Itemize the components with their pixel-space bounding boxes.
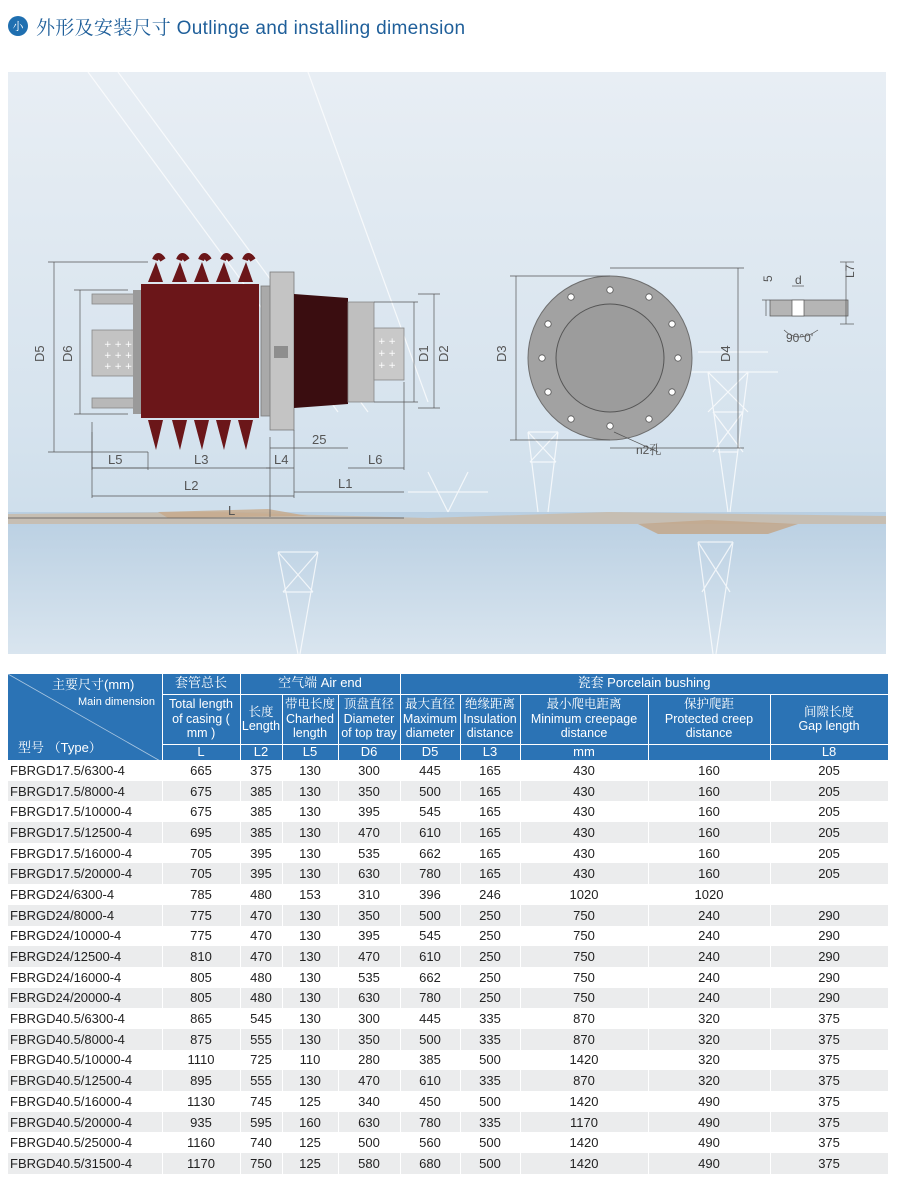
type-cell: FBRGD24/10000-4 <box>8 926 162 947</box>
value-cell: 895 <box>162 1070 240 1091</box>
value-cell: 130 <box>282 1029 338 1050</box>
value-cell: 1420 <box>520 1132 648 1153</box>
value-cell: 745 <box>240 1091 282 1112</box>
value-cell: 375 <box>770 1132 888 1153</box>
value-cell: 500 <box>400 905 460 926</box>
value-cell: 125 <box>282 1153 338 1174</box>
section-title: 外形及安装尺寸 Outlinge and installing dimension <box>36 17 466 39</box>
value-cell: 875 <box>162 1029 240 1050</box>
value-cell: 430 <box>520 781 648 802</box>
value-cell: 480 <box>240 884 282 905</box>
value-cell: 335 <box>460 1029 520 1050</box>
type-cell: FBRGD40.5/25000-4 <box>8 1132 162 1153</box>
value-cell: 375 <box>240 760 282 781</box>
value-cell: 555 <box>240 1070 282 1091</box>
label-d6: D6 <box>60 345 75 362</box>
section-badge-icon: 小 <box>8 16 28 36</box>
value-cell: 153 <box>282 884 338 905</box>
value-cell: 662 <box>400 967 460 988</box>
value-cell: 680 <box>400 1153 460 1174</box>
value-cell: 665 <box>162 760 240 781</box>
column-header-zh: 保护爬距 <box>684 697 735 712</box>
column-header-en: Diameter of top tray <box>341 711 397 741</box>
table-row <box>8 843 888 864</box>
column-header-en: Length <box>241 719 281 733</box>
table-row <box>8 781 888 802</box>
value-cell: 395 <box>240 843 282 864</box>
value-cell: 165 <box>460 781 520 802</box>
value-cell: 205 <box>770 781 888 802</box>
column-unit: D6 <box>338 744 400 760</box>
type-cell: FBRGD17.5/12500-4 <box>8 822 162 843</box>
value-cell: 320 <box>648 1008 770 1029</box>
column-header-zh: 长度 <box>248 704 274 719</box>
value-cell: 160 <box>648 781 770 802</box>
value-cell: 160 <box>648 863 770 884</box>
corner-title-en: Main dimension <box>78 696 156 708</box>
value-cell: 375 <box>770 1050 888 1071</box>
value-cell: 130 <box>282 781 338 802</box>
value-cell: 385 <box>400 1050 460 1071</box>
value-cell: 450 <box>400 1091 460 1112</box>
value-cell: 125 <box>282 1132 338 1153</box>
label-detail-5: 5 <box>761 275 775 282</box>
column-header-en: Gap length <box>798 719 860 733</box>
value-cell: 870 <box>520 1008 648 1029</box>
column-header <box>648 694 770 744</box>
column-unit: L3 <box>460 744 520 760</box>
label-l6: L6 <box>368 452 383 467</box>
section-heading <box>8 12 465 40</box>
header-porcelain: 瓷套 Porcelain bushing <box>400 674 888 694</box>
value-cell: 1420 <box>520 1050 648 1071</box>
label-detail-d: d <box>795 273 802 287</box>
table-row <box>8 822 888 843</box>
value-cell: 130 <box>282 843 338 864</box>
column-header <box>460 694 520 744</box>
type-cell: FBRGD40.5/6300-4 <box>8 1008 162 1029</box>
value-cell: 470 <box>338 946 400 967</box>
table-row <box>8 801 888 822</box>
value-cell: 385 <box>240 781 282 802</box>
table-row <box>8 988 888 1009</box>
svg-text:+ + +: + + + <box>104 362 133 372</box>
value-cell: 480 <box>240 967 282 988</box>
column-header <box>162 694 240 744</box>
value-cell: 160 <box>282 1112 338 1133</box>
value-cell: 320 <box>648 1070 770 1091</box>
column-header-zh: 顶盘直径 <box>344 697 395 712</box>
type-cell: FBRGD40.5/16000-4 <box>8 1091 162 1112</box>
label-detail-angle: 90°0' <box>786 331 814 345</box>
value-cell: 555 <box>240 1029 282 1050</box>
value-cell: 395 <box>338 926 400 947</box>
table-row <box>8 760 888 781</box>
value-cell: 250 <box>460 926 520 947</box>
value-cell: 545 <box>400 926 460 947</box>
value-cell: 240 <box>648 967 770 988</box>
value-cell: 675 <box>162 781 240 802</box>
value-cell: 935 <box>162 1112 240 1133</box>
column-header <box>770 694 888 744</box>
label-l3: L3 <box>194 452 209 467</box>
value-cell: 205 <box>770 822 888 843</box>
table-row <box>8 1050 888 1071</box>
type-cell: FBRGD24/8000-4 <box>8 905 162 926</box>
table-row <box>8 926 888 947</box>
label-n2: n2孔 <box>636 443 662 457</box>
flange-front-view <box>528 276 692 440</box>
value-cell: 500 <box>400 781 460 802</box>
value-cell: 775 <box>162 905 240 926</box>
table-row <box>8 1008 888 1029</box>
type-cell: FBRGD17.5/10000-4 <box>8 801 162 822</box>
value-cell: 785 <box>162 884 240 905</box>
column-header <box>520 694 648 744</box>
type-cell: FBRGD40.5/8000-4 <box>8 1029 162 1050</box>
value-cell: 250 <box>460 988 520 1009</box>
table-row <box>8 863 888 884</box>
value-cell: 280 <box>338 1050 400 1071</box>
value-cell: 1130 <box>162 1091 240 1112</box>
value-cell: 805 <box>162 967 240 988</box>
value-cell: 445 <box>400 1008 460 1029</box>
table-row <box>8 905 888 926</box>
value-cell: 130 <box>282 822 338 843</box>
value-cell: 300 <box>338 760 400 781</box>
value-cell: 395 <box>338 801 400 822</box>
label-d5: D5 <box>32 345 47 362</box>
value-cell: 130 <box>282 946 338 967</box>
value-cell: 470 <box>338 822 400 843</box>
svg-text:+ + +: + + + <box>104 351 133 361</box>
value-cell: 1160 <box>162 1132 240 1153</box>
value-cell <box>770 884 888 905</box>
header-casing-zh: 套管总长 <box>162 674 240 694</box>
value-cell: 705 <box>162 843 240 864</box>
dimension-table-wrapper <box>8 674 888 1174</box>
table-row <box>8 884 888 905</box>
value-cell: 750 <box>520 926 648 947</box>
value-cell: 500 <box>460 1091 520 1112</box>
column-header-en: Insulation distance <box>463 711 517 741</box>
value-cell: 490 <box>648 1153 770 1174</box>
column-unit <box>648 744 770 760</box>
value-cell: 1110 <box>162 1050 240 1071</box>
corner-title-zh: 主要尺寸(mm) <box>52 677 135 692</box>
value-cell: 430 <box>520 843 648 864</box>
value-cell: 535 <box>338 967 400 988</box>
value-cell: 375 <box>770 1070 888 1091</box>
svg-text:+ + +: + + + <box>104 340 133 350</box>
value-cell: 740 <box>240 1132 282 1153</box>
label-l4: L4 <box>274 452 289 467</box>
value-cell: 675 <box>162 801 240 822</box>
label-d4: D4 <box>718 345 733 362</box>
table-row <box>8 1112 888 1133</box>
corner-type-label: 型号 （Type） <box>18 739 102 755</box>
value-cell: 500 <box>400 1029 460 1050</box>
value-cell: 240 <box>648 946 770 967</box>
label-l: L <box>228 503 236 518</box>
column-header-en: Charhed length <box>286 711 334 741</box>
value-cell: 250 <box>460 967 520 988</box>
value-cell: 490 <box>648 1112 770 1133</box>
column-header-zh: 带电长度 <box>284 697 335 712</box>
value-cell: 610 <box>400 1070 460 1091</box>
table-row <box>8 1153 888 1174</box>
type-cell: FBRGD24/12500-4 <box>8 946 162 967</box>
value-cell: 780 <box>400 863 460 884</box>
value-cell: 470 <box>240 926 282 947</box>
value-cell: 130 <box>282 863 338 884</box>
value-cell: 1020 <box>520 884 648 905</box>
column-header-zh: 最大直径 <box>405 697 456 712</box>
value-cell: 580 <box>338 1153 400 1174</box>
value-cell: 350 <box>338 905 400 926</box>
dimension-drawing <box>8 72 886 654</box>
value-cell: 445 <box>400 760 460 781</box>
value-cell: 130 <box>282 1070 338 1091</box>
value-cell: 160 <box>648 801 770 822</box>
value-cell: 630 <box>338 1112 400 1133</box>
value-cell: 130 <box>282 801 338 822</box>
label-detail-l7: L7 <box>843 264 857 278</box>
column-header-zh: 间隙长度 <box>804 704 855 719</box>
value-cell: 500 <box>460 1132 520 1153</box>
value-cell: 535 <box>338 843 400 864</box>
value-cell: 500 <box>460 1050 520 1071</box>
table-corner-header <box>8 674 162 760</box>
label-l5: L5 <box>108 452 123 467</box>
value-cell: 750 <box>240 1153 282 1174</box>
table-row <box>8 946 888 967</box>
column-header-en: Minimum creepage distance <box>530 711 638 741</box>
value-cell: 500 <box>460 1153 520 1174</box>
value-cell: 375 <box>770 1091 888 1112</box>
value-cell: 385 <box>240 822 282 843</box>
value-cell: 780 <box>400 1112 460 1133</box>
value-cell: 290 <box>770 905 888 926</box>
value-cell: 630 <box>338 863 400 884</box>
column-unit: L5 <box>282 744 338 760</box>
value-cell: 805 <box>162 988 240 1009</box>
column-unit: L2 <box>240 744 282 760</box>
column-header-zh: 绝缘距离 <box>465 697 516 712</box>
value-cell: 490 <box>648 1132 770 1153</box>
value-cell: 396 <box>400 884 460 905</box>
value-cell: 750 <box>520 967 648 988</box>
value-cell: 545 <box>400 801 460 822</box>
value-cell: 130 <box>282 1008 338 1029</box>
value-cell: 165 <box>460 863 520 884</box>
value-cell: 165 <box>460 801 520 822</box>
value-cell: 750 <box>520 946 648 967</box>
value-cell: 250 <box>460 946 520 967</box>
value-cell: 750 <box>520 988 648 1009</box>
value-cell: 125 <box>282 1091 338 1112</box>
label-d1: D1 <box>416 345 431 362</box>
type-cell: FBRGD24/6300-4 <box>8 884 162 905</box>
value-cell: 130 <box>282 926 338 947</box>
value-cell: 375 <box>770 1112 888 1133</box>
value-cell: 240 <box>648 905 770 926</box>
value-cell: 870 <box>520 1029 648 1050</box>
value-cell: 335 <box>460 1070 520 1091</box>
value-cell: 350 <box>338 781 400 802</box>
value-cell: 470 <box>338 1070 400 1091</box>
value-cell: 480 <box>240 988 282 1009</box>
type-cell: FBRGD17.5/6300-4 <box>8 760 162 781</box>
value-cell: 246 <box>460 884 520 905</box>
value-cell: 810 <box>162 946 240 967</box>
value-cell: 165 <box>460 760 520 781</box>
value-cell: 610 <box>400 822 460 843</box>
column-unit: mm <box>520 744 648 760</box>
value-cell: 340 <box>338 1091 400 1112</box>
label-l2: L2 <box>184 478 199 493</box>
column-header <box>400 694 460 744</box>
value-cell: 430 <box>520 801 648 822</box>
label-l1: L1 <box>338 476 353 491</box>
value-cell: 290 <box>770 988 888 1009</box>
value-cell: 160 <box>648 760 770 781</box>
value-cell: 250 <box>460 905 520 926</box>
value-cell: 165 <box>460 822 520 843</box>
value-cell: 320 <box>648 1050 770 1071</box>
svg-text:+ +: + + <box>378 349 396 359</box>
value-cell: 375 <box>770 1008 888 1029</box>
label-d2: D2 <box>436 345 451 362</box>
value-cell: 470 <box>240 905 282 926</box>
value-cell: 1420 <box>520 1091 648 1112</box>
value-cell: 610 <box>400 946 460 967</box>
type-cell: FBRGD17.5/20000-4 <box>8 863 162 884</box>
column-header <box>338 694 400 744</box>
label-d3: D3 <box>494 345 509 362</box>
value-cell: 1420 <box>520 1153 648 1174</box>
value-cell: 470 <box>240 946 282 967</box>
type-cell: FBRGD17.5/16000-4 <box>8 843 162 864</box>
value-cell: 750 <box>520 905 648 926</box>
value-cell: 350 <box>338 1029 400 1050</box>
column-header-en: Maximum diameter <box>402 711 458 741</box>
value-cell: 870 <box>520 1070 648 1091</box>
value-cell: 695 <box>162 822 240 843</box>
column-unit: L <box>162 744 240 760</box>
value-cell: 205 <box>770 863 888 884</box>
column-unit: L8 <box>770 744 888 760</box>
value-cell: 130 <box>282 905 338 926</box>
value-cell: 240 <box>648 926 770 947</box>
value-cell: 395 <box>240 863 282 884</box>
value-cell: 375 <box>770 1153 888 1174</box>
value-cell: 205 <box>770 843 888 864</box>
value-cell: 705 <box>162 863 240 884</box>
value-cell: 240 <box>648 988 770 1009</box>
table-row <box>8 1132 888 1153</box>
column-header-en: Total length of casing ( mm ) <box>169 697 233 741</box>
type-cell: FBRGD40.5/12500-4 <box>8 1070 162 1091</box>
value-cell: 165 <box>460 843 520 864</box>
header-air-end: 空气端 Air end <box>240 674 400 694</box>
value-cell: 290 <box>770 926 888 947</box>
svg-text:+ +: + + <box>378 361 396 371</box>
value-cell: 662 <box>400 843 460 864</box>
value-cell: 595 <box>240 1112 282 1133</box>
type-cell: FBRGD24/16000-4 <box>8 967 162 988</box>
value-cell: 385 <box>240 801 282 822</box>
table-body <box>8 760 888 1174</box>
value-cell: 160 <box>648 822 770 843</box>
value-cell: 430 <box>520 863 648 884</box>
table-row <box>8 1091 888 1112</box>
value-cell: 320 <box>648 1029 770 1050</box>
column-unit: D5 <box>400 744 460 760</box>
value-cell: 775 <box>162 926 240 947</box>
value-cell: 300 <box>338 1008 400 1029</box>
type-cell: FBRGD40.5/10000-4 <box>8 1050 162 1071</box>
value-cell: 1020 <box>648 884 770 905</box>
label-25: 25 <box>312 432 327 447</box>
value-cell: 630 <box>338 988 400 1009</box>
value-cell: 335 <box>460 1112 520 1133</box>
column-header-zh: 最小爬电距离 <box>546 697 622 712</box>
value-cell: 205 <box>770 760 888 781</box>
column-header <box>240 694 282 744</box>
value-cell: 290 <box>770 946 888 967</box>
value-cell: 160 <box>648 843 770 864</box>
value-cell: 290 <box>770 967 888 988</box>
value-cell: 430 <box>520 822 648 843</box>
value-cell: 725 <box>240 1050 282 1071</box>
value-cell: 205 <box>770 801 888 822</box>
value-cell: 130 <box>282 967 338 988</box>
value-cell: 130 <box>282 988 338 1009</box>
table-row <box>8 967 888 988</box>
value-cell: 780 <box>400 988 460 1009</box>
type-cell: FBRGD40.5/31500-4 <box>8 1153 162 1174</box>
value-cell: 865 <box>162 1008 240 1029</box>
value-cell: 545 <box>240 1008 282 1029</box>
value-cell: 130 <box>282 760 338 781</box>
column-header <box>282 694 338 744</box>
value-cell: 335 <box>460 1008 520 1029</box>
value-cell: 430 <box>520 760 648 781</box>
type-cell: FBRGD17.5/8000-4 <box>8 781 162 802</box>
svg-text:+ +: + + <box>378 337 396 347</box>
value-cell: 310 <box>338 884 400 905</box>
column-header-en: Protected creep distance <box>664 711 754 741</box>
drawing-canvas <box>8 72 886 654</box>
value-cell: 1170 <box>162 1153 240 1174</box>
value-cell: 110 <box>282 1050 338 1071</box>
type-cell: FBRGD24/20000-4 <box>8 988 162 1009</box>
table-row <box>8 1070 888 1091</box>
value-cell: 1170 <box>520 1112 648 1133</box>
table-row <box>8 1029 888 1050</box>
dimension-table <box>8 674 889 1174</box>
value-cell: 560 <box>400 1132 460 1153</box>
type-cell: FBRGD40.5/20000-4 <box>8 1112 162 1133</box>
value-cell: 500 <box>338 1132 400 1153</box>
value-cell: 490 <box>648 1091 770 1112</box>
value-cell: 375 <box>770 1029 888 1050</box>
